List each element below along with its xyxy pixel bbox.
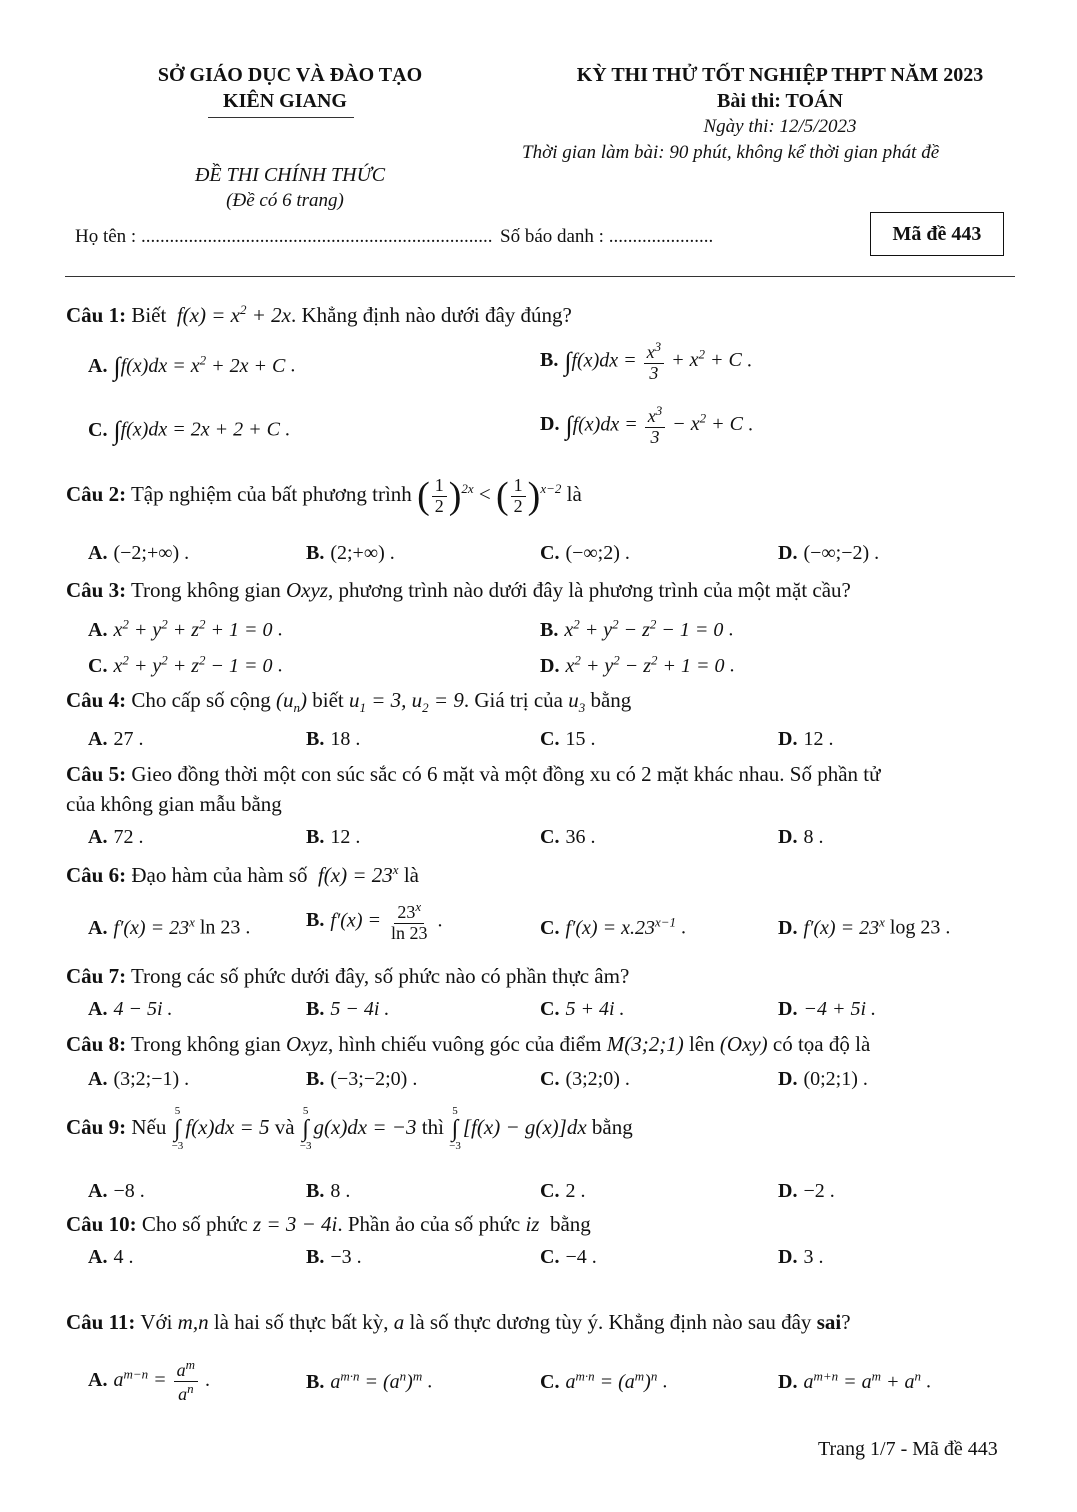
q8-option-d: D. (0;2;1) . <box>778 1068 868 1090</box>
q4-option-b: B. 18 . <box>306 728 361 750</box>
q11-option-d: D. $a^{m+n} = a^m + a^n$ . <box>778 1368 932 1393</box>
q4-option-a: A. 27 . <box>88 728 144 750</box>
question-6: Câu 6: Đạo hàm của hàm số $f(x) = 23^x$ là <box>66 862 419 887</box>
page-footer: Trang 1/7 - Mã đề 443 <box>818 1438 998 1460</box>
q5-option-b: B. 12 . <box>306 826 361 848</box>
question-2: Câu 2: Tập nghiệm của bất phương trình ( $\frac{1}{2}$ )$^{2x}$ < ( $\frac{1}{2}$ )$^{x-2}$ là <box>66 475 582 518</box>
q3-option-c: C. $x^2 + y^2 + z^2 - 1 = 0$ . <box>88 652 283 677</box>
question-3: Câu 3: Trong không gian Oxyz, phương trình nào dưới đây là phương trình của một mặt cầu? <box>66 578 851 602</box>
q9-option-c: C. 2 . <box>540 1180 586 1202</box>
org-province: KIÊN GIANG <box>223 90 347 112</box>
q1-option-d: D. ∫f(x)dx = $\frac{x^3}{3}$ − $x^2 + C$ . <box>540 403 753 447</box>
question-4: Câu 4: Cho cấp số cộng $(u_n)$ biết $u_1 = 3$, $u_2 = 9$. Giá trị của $u_3$ bằng <box>66 688 632 716</box>
exam-date: Ngày thi: 12/5/2023 <box>703 116 857 137</box>
q3-option-d: D. $x^2 + y^2 - z^2 + 1 = 0$ . <box>540 652 735 677</box>
q2-option-d: D. (−∞;−2) . <box>778 542 880 564</box>
q6-option-c: C. $f'(x) = x.23^{x-1}$ . <box>540 914 687 939</box>
question-10: Câu 10: Cho số phức z = 3 − 4i. Phần ảo của số phức iz bằng <box>66 1212 591 1236</box>
q11-option-b: B. $a^{m\cdot n} = (a^n)^m$ . <box>306 1368 433 1393</box>
q8-option-b: B. (−3;−2;0) . <box>306 1068 418 1090</box>
org-name: SỞ GIÁO DỤC VÀ ĐÀO TẠO <box>157 64 423 86</box>
q8-option-c: C. (3;2;0) . <box>540 1068 630 1090</box>
province-underline <box>208 117 354 118</box>
question-5: Câu 5: Gieo đồng thời một con súc sắc có 6 mặt và một đồng xu có 2 mặt khác nhau. Số phần tử <box>66 762 881 786</box>
question-11: Câu 11: Với m,n là hai số thực bất kỳ, a là số thực dương tùy ý. Khẳng định nào sau đây sai? <box>66 1310 851 1334</box>
q10-option-d: D. 3 . <box>778 1246 824 1268</box>
q10-option-c: C. −4 . <box>540 1246 597 1268</box>
q11-option-c: C. $a^{m\cdot n} = (a^m)^n$ . <box>540 1368 668 1393</box>
q10-option-a: A. 4 . <box>88 1246 134 1268</box>
q5-option-c: C. 36 . <box>540 826 596 848</box>
q4-option-c: C. 15 . <box>540 728 596 750</box>
q5-option-a: A. 72 . <box>88 826 144 848</box>
name-field: Họ tên : .......................................................................... <box>75 226 493 247</box>
q6-option-b: B. f′(x) = $\frac{23^x}{\ln 23}$ . <box>306 899 443 943</box>
q7-option-a: A. 4 − 5i . <box>88 998 173 1020</box>
header-divider <box>65 276 1015 277</box>
question-8: Câu 8: Trong không gian Oxyz, hình chiếu vuông góc của điểm M(3;2;1) lên (Oxy) có tọa độ là <box>66 1032 871 1056</box>
q8-option-a: A. (3;2;−1) . <box>88 1068 190 1090</box>
q4-option-d: D. 12 . <box>778 728 834 750</box>
q9-option-b: B. 8 . <box>306 1180 351 1202</box>
q6-option-d: D. $f'(x) = 23^x$ log 23 . <box>778 914 951 939</box>
math-fx: $f(x) = x^2 + 2x$ <box>171 302 291 327</box>
math-inequality: ( $\frac{1}{2}$ )$^{2x}$ < ( $\frac{1}{2}$ )$^{x-2}$ <box>417 475 562 518</box>
exam-duration: Thời gian làm bài: 90 phút, không kể thời gian phát đề <box>522 142 940 163</box>
q7-option-c: C. 5 + 4i . <box>540 998 625 1020</box>
question-7: Câu 7: Trong các số phức dưới đây, số phức nào có phần thực âm? <box>66 964 630 988</box>
q7-option-d: D. −4 + 5i . <box>778 998 877 1020</box>
candidate-id-field: Số báo danh : ...................... <box>500 226 714 247</box>
official-label: ĐỀ THI CHÍNH THỨC <box>194 164 386 186</box>
q2-option-b: B. (2;+∞) . <box>306 542 395 564</box>
q9-option-a: A. −8 . <box>88 1180 145 1202</box>
question-1: Câu 1: Biết $f(x) = x^2 + 2x$. Khẳng định nào dưới đây đúng? <box>66 302 572 327</box>
q2-option-a: A. (−2;+∞) . <box>88 542 190 564</box>
exam-code-box: Mã đề 443 <box>870 212 1004 256</box>
q3-option-b: B. $x^2 + y^2 - z^2 - 1 = 0$ . <box>540 616 734 641</box>
exam-title: KỲ THI THỬ TỐT NGHIỆP THPT NĂM 2023 <box>576 64 984 86</box>
q5-option-d: D. 8 . <box>778 826 824 848</box>
q1-option-b: B. ∫f(x)dx = $\frac{x^3}{3}$ + $x^2 + C$ . <box>540 339 752 383</box>
q6-option-a: A. $f'(x) = 23^x$ ln 23 . <box>88 914 251 939</box>
q11-option-a: A. $a^{m-n}$ = $\frac{a^m}{a^n}$ . <box>88 1357 211 1404</box>
q10-option-b: B. −3 . <box>306 1246 362 1268</box>
exam-subject: Bài thi: TOÁN <box>717 90 843 112</box>
q3-option-a: A. $x^2 + y^2 + z^2 + 1 = 0$ . <box>88 616 283 641</box>
q9-option-d: D. −2 . <box>778 1180 835 1202</box>
pages-note: (Đề có 6 trang) <box>226 190 344 211</box>
q7-option-b: B. 5 − 4i . <box>306 998 390 1020</box>
q2-option-c: C. (−∞;2) . <box>540 542 630 564</box>
question-5-line2: của không gian mẫu bằng <box>66 792 282 816</box>
q1-option-a: A. $\int f(x)dx = x^2 + 2x + C$ . <box>88 352 296 382</box>
q1-option-c: C. ∫f(x)dx = 2x + 2 + C . <box>88 416 290 445</box>
question-9: Câu 9: Nếu 5 ∫ −3 f(x)dx = 5 và 5 ∫ −3 g(x)dx = −3 thì 5 ∫ −3 [f(x) − g(x)]dx bằng <box>66 1105 633 1152</box>
